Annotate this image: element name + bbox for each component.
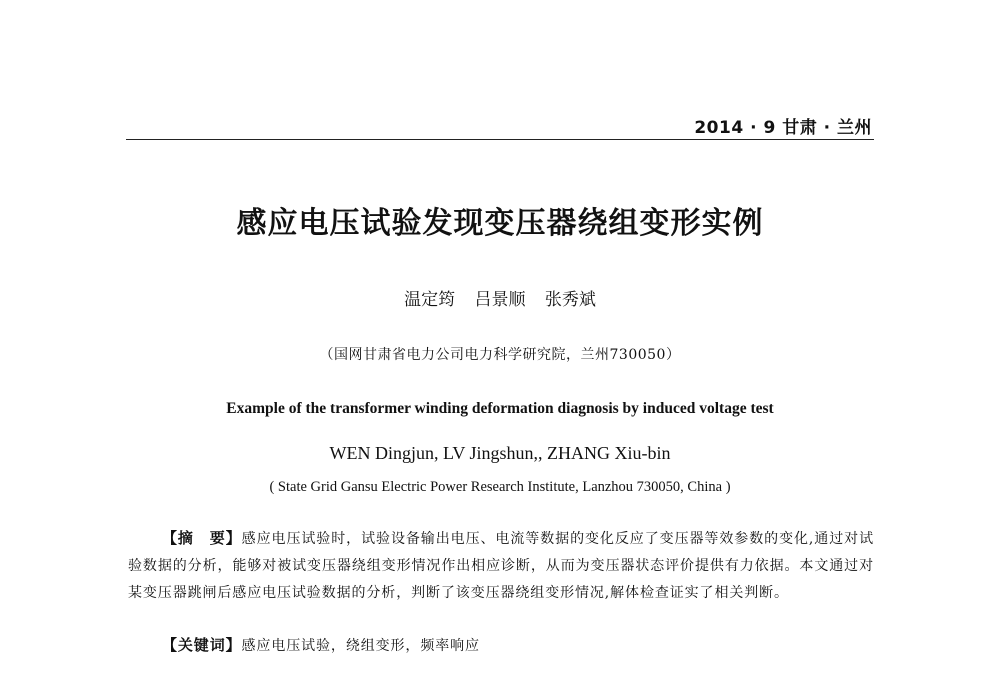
keywords-text: 感应电压试验，绕组变形，频率响应 bbox=[241, 638, 480, 654]
affiliation-chinese: （国网甘肃省电力公司电力科学研究院，兰州730050） bbox=[319, 347, 681, 363]
abstract-paragraph bbox=[128, 525, 874, 607]
keywords-line bbox=[162, 634, 480, 655]
abstract-label: 【摘 要】 bbox=[162, 529, 242, 547]
keywords-label: 【关键词】 bbox=[162, 636, 242, 654]
abstract-text: 感应电压试验时，试验设备输出电压、电流等数据的变化反应了变压器等效参数的变化,通过对试验数据的分析，能够对被试变压器绕组变形情况作出相应诊断，从而为变压器状态评价提供有力依据。本文通过对某变压器跳闸后感应电压试验数据的分析，判断了该变压器绕组变形情况,解体检查证实了相关判断。 bbox=[128, 531, 874, 601]
authors-chinese: 温定筠 吕景顺 张秀斌 bbox=[404, 290, 596, 310]
authors-english: WEN Dingjun, LV Jingshun,, ZHANG Xiu-bin bbox=[329, 443, 671, 463]
paper-title-chinese: 感应电压试验发现变压器绕组变形实例 bbox=[236, 206, 764, 241]
issue-date-location: 2014 · 9 甘肃 · 兰州 bbox=[694, 118, 872, 138]
paper-title-english: Example of the transformer winding deformation diagnosis by induced voltage test bbox=[226, 400, 774, 417]
header-rule bbox=[126, 139, 874, 140]
affiliation-english: ( State Grid Gansu Electric Power Research Institute, Lanzhou 730050, China ) bbox=[269, 479, 731, 495]
